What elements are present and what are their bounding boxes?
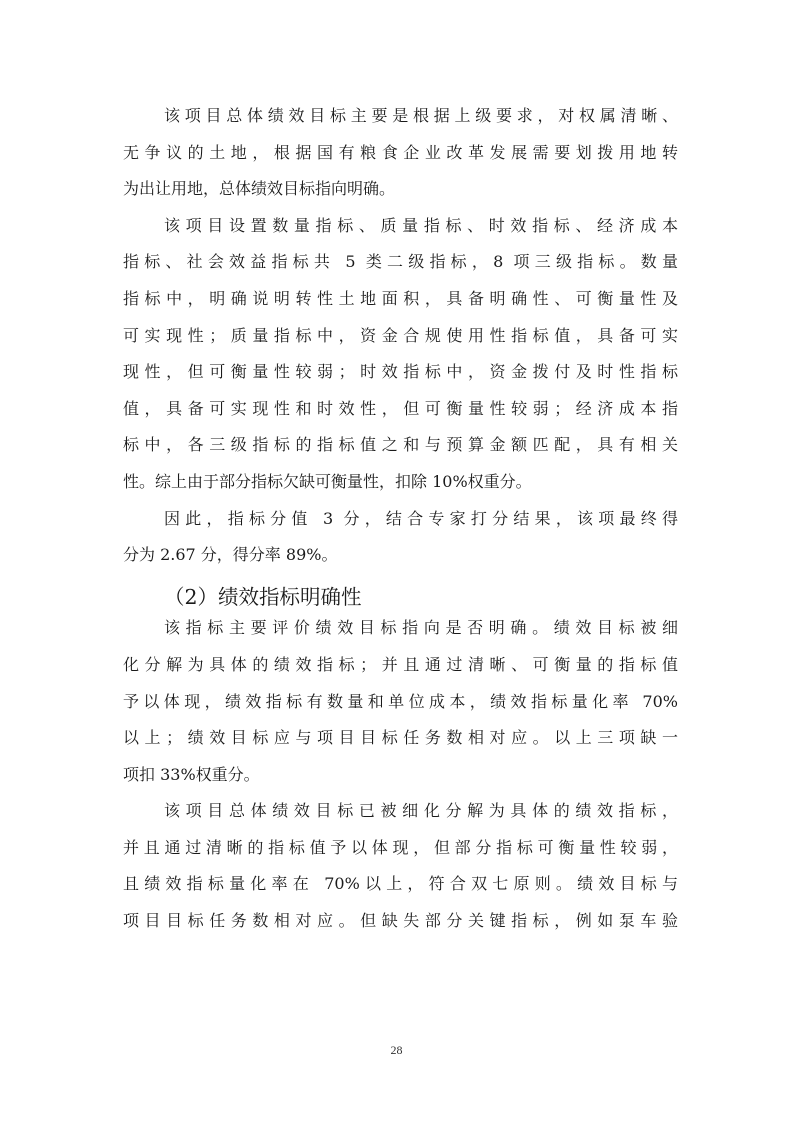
text-line: 可实现性；质量指标中，资金合规使用性指标值，具备可实 xyxy=(123,325,678,345)
text-line: 值，具备可实现性和时效性，但可衡量性较弱；经济成本指 xyxy=(123,398,678,418)
text-line: 该项目总体绩效目标已被细化分解为具体的绩效指标， xyxy=(164,801,678,821)
text-line: 且绩效指标量化率在 70%以上，符合双七原则。绩效目标与 xyxy=(123,874,678,894)
text-line: 标中，各三级指标的指标值之和与预算金额匹配，具有相关 xyxy=(123,435,678,455)
text-line: 项扣 33%权重分。 xyxy=(123,764,260,784)
text-line: 化分解为具体的绩效指标；并且通过清晰、可衡量的指标值 xyxy=(123,654,678,674)
text-line: 无争议的土地，根据国有粮食企业改革发展需要划拨用地转 xyxy=(123,142,678,162)
text-line: 该项目总体绩效目标主要是根据上级要求，对权属清晰、 xyxy=(164,106,678,125)
paragraph-2 xyxy=(123,213,678,506)
text-line: 为出让用地，总体绩效目标指向明确。 xyxy=(123,179,396,199)
page-number: 28 xyxy=(390,1043,403,1057)
paragraph-3 xyxy=(123,506,678,579)
document-body xyxy=(123,103,678,945)
text-line: 性。综上由于部分指标欠缺可衡量性，扣除 10%权重分。 xyxy=(123,471,532,491)
text-line: 现性，但可衡量性较弱；时效指标中，资金拨付及时性指标 xyxy=(123,362,678,382)
text-line: 因此，指标分值 3 分，结合专家打分结果，该项最终得 xyxy=(164,508,678,528)
text-line: 该指标主要评价绩效目标指向是否明确。绩效目标被细 xyxy=(164,618,678,638)
text-line: 并且通过清晰的指标值予以体现，但部分指标可衡量性较弱， xyxy=(123,837,678,857)
text-line: 项目目标任务数相对应。但缺失部分关键指标，例如泵车验 xyxy=(123,911,678,931)
text-line: 指标中，明确说明转性土地面积，具备明确性、可衡量性及 xyxy=(123,288,678,308)
paragraph-5 xyxy=(123,798,678,944)
text-line: 予以体现，绩效指标有数量和单位成本，绩效指标量化率 70% xyxy=(123,691,678,711)
paragraph-1 xyxy=(123,103,678,213)
text-line: 该项目设置数量指标、质量指标、时效指标、经济成本 xyxy=(164,215,678,235)
text-line: 分为 2.67 分，得分率 89%。 xyxy=(123,545,338,565)
section-heading: （2）绩效指标明确性 xyxy=(164,584,362,609)
paragraph-4 xyxy=(123,615,678,798)
text-line: 指标、社会效益指标共 5 类二级指标，8 项三级指标。数量 xyxy=(123,252,678,272)
text-line: 以上；绩效目标应与项目目标任务数相对应。以上三项缺一 xyxy=(123,728,678,748)
